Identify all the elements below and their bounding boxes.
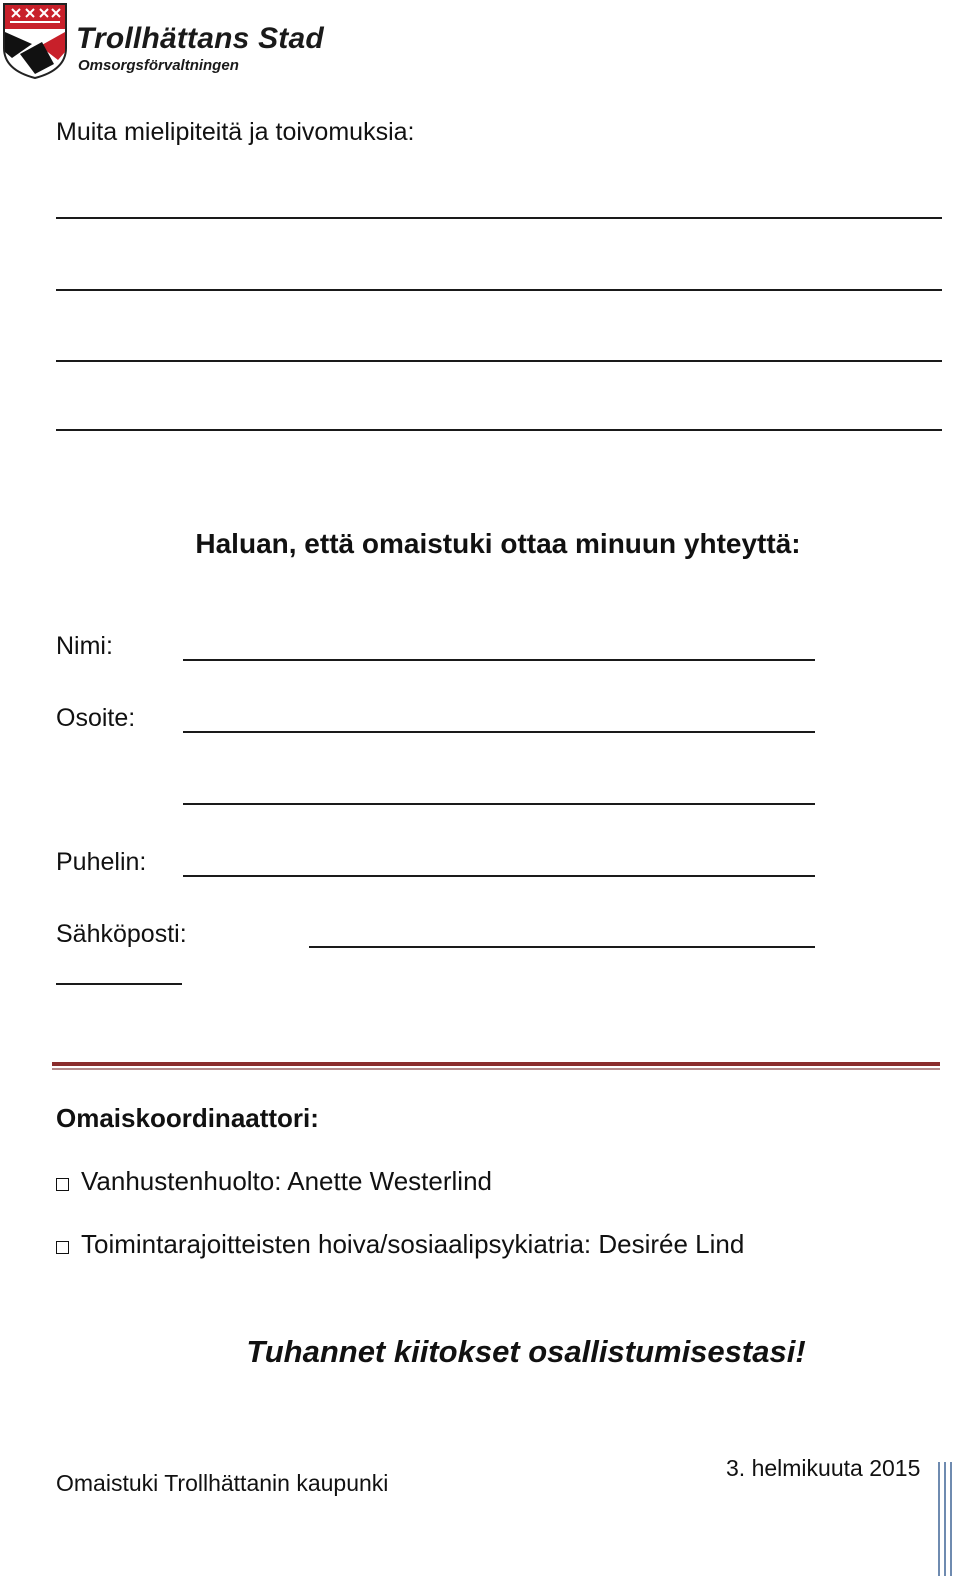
margin-bar-1	[938, 1462, 940, 1576]
org-name: Trollhättans Stad	[76, 22, 324, 55]
checkbox[interactable]	[56, 1178, 69, 1191]
section-divider-shadow	[52, 1068, 940, 1070]
coordinator-option-label: Toimintarajoitteisten hoiva/sosiaalipsykiatria: Desirée Lind	[81, 1229, 745, 1259]
address-field-line-1[interactable]	[183, 731, 815, 733]
feedback-line-3[interactable]	[56, 360, 942, 362]
email-field-line[interactable]	[309, 946, 815, 948]
coordinator-option-disability[interactable]	[56, 1229, 744, 1260]
margin-bar-2	[944, 1462, 946, 1576]
name-label: Nimi:	[56, 632, 113, 660]
address-label: Osoite:	[56, 704, 136, 732]
feedback-label: Muita mielipiteitä ja toivomuksia:	[56, 118, 415, 146]
section-divider	[52, 1062, 940, 1066]
email-label: Sähköposti:	[56, 920, 187, 948]
feedback-line-4[interactable]	[56, 429, 942, 431]
margin-bar-3	[950, 1462, 952, 1576]
department-name: Omsorgsförvaltningen	[78, 57, 239, 74]
checkbox[interactable]	[56, 1241, 69, 1254]
footer-organization: Omaistuki Trollhättanin kaupunki	[56, 1470, 389, 1496]
phone-field-line[interactable]	[183, 875, 815, 877]
phone-label: Puhelin:	[56, 848, 147, 876]
coordinator-option-label: Vanhustenhuolto: Anette Westerlind	[81, 1166, 492, 1196]
coordinator-title: Omaiskoordinaattori:	[56, 1103, 319, 1133]
feedback-line-2[interactable]	[56, 289, 942, 291]
coat-of-arms-logo	[2, 2, 68, 80]
footer-date: 3. helmikuuta 2015	[726, 1455, 921, 1481]
name-field-line[interactable]	[183, 659, 815, 661]
thanks-message: Tuhannet kiitokset osallistumisestasi!	[246, 1334, 806, 1369]
coordinator-option-elderly[interactable]	[56, 1166, 492, 1197]
address-field-line-2[interactable]	[183, 803, 815, 805]
contact-heading: Haluan, että omaistuki ottaa minuun yhteyttä:	[195, 528, 801, 559]
feedback-line-1[interactable]	[56, 217, 942, 219]
email-field-line-continued[interactable]	[56, 983, 182, 985]
